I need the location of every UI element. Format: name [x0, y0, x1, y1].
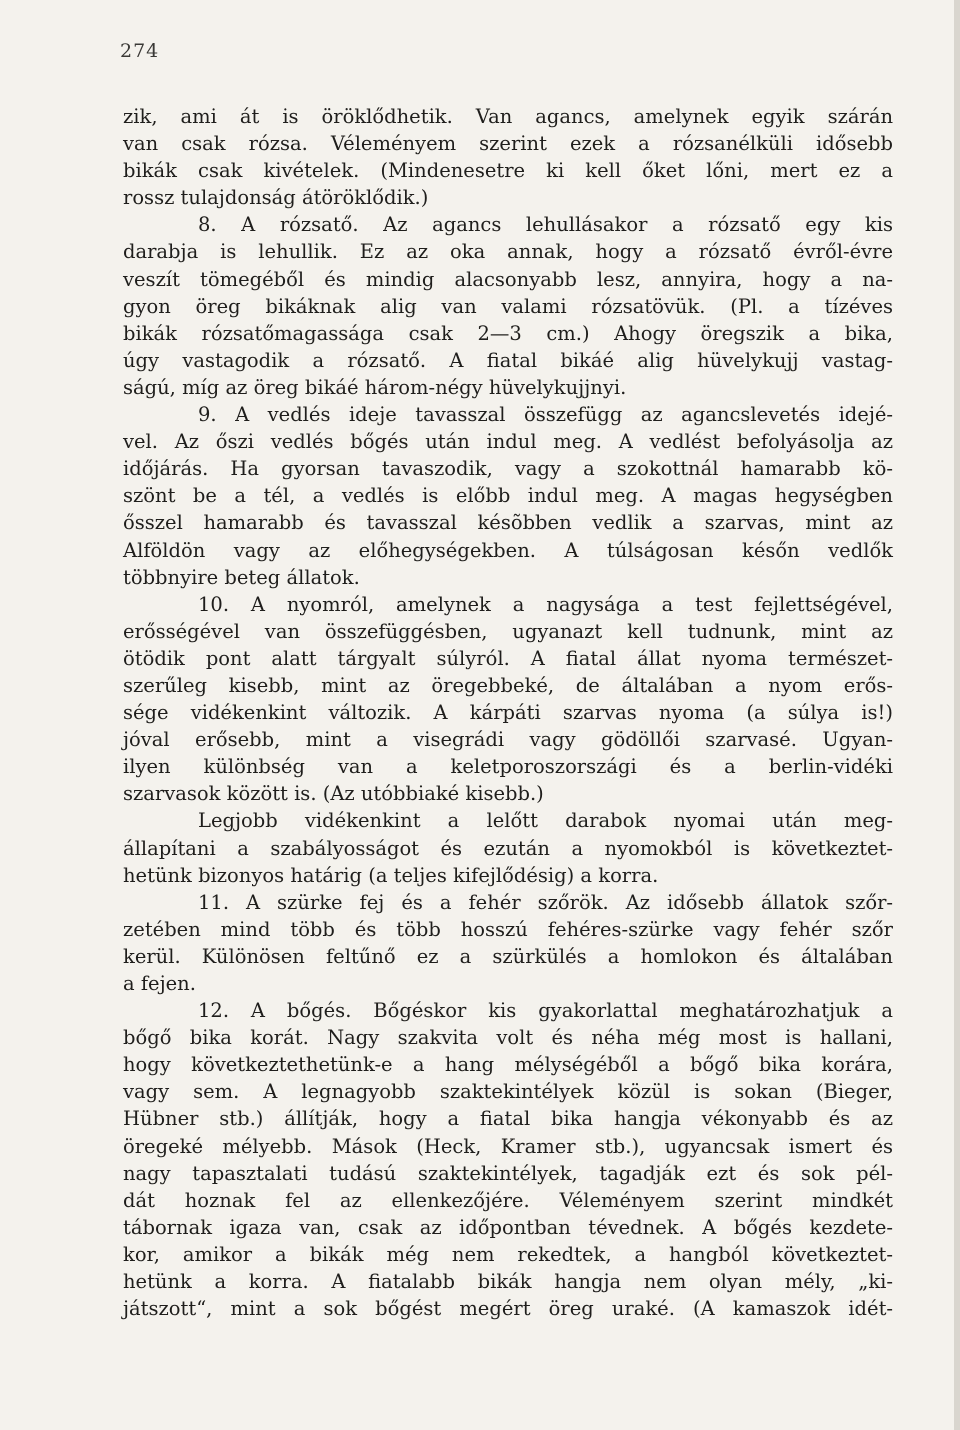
text-line: szönt be a tél, a vedlés is előbb indul meg. A magas hegységben: [123, 484, 893, 508]
text-line: ősszel hamarabb és tavasszal késõbben vedlik a szarvas, mint az: [123, 511, 893, 535]
text-line: vel. Az őszi vedlés bőgés után indul meg. A vedlést befolyásolja az: [123, 430, 893, 454]
text-line: kerül. Különösen feltűnő ez a szürkülés a homlokon és általában: [123, 944, 893, 968]
text-line: ságú, míg az öreg bikáé három-négy hüvelykujjnyi.: [123, 375, 627, 399]
page-number: 274: [120, 40, 160, 62]
text-line: hetünk bizonyos határig (a teljes kifejlődésig) a korra.: [123, 863, 659, 887]
text-line: 9. A vedlés ideje tavasszal összefügg az agancslevetés idejé-: [198, 403, 893, 427]
text-line: rossz tulajdonság átöröklődik.): [123, 186, 429, 210]
text-line: úgy vastagodik a rózsatő. A fiatal bikáé alig hüvelykujj vastag-: [123, 348, 893, 372]
text-line: van csak rózsa. Véleményem szerint ezek a rózsanélküli idősebb: [123, 132, 893, 156]
text-line: bőgő bika korát. Nagy szakvita volt és néha még most is hallani,: [123, 1026, 893, 1050]
text-line: darabja is lehullik. Ez az oka annak, hogy a rózsatő évről-évre: [123, 240, 893, 264]
text-line: Alföldön vagy az előhegységekben. A túlságosan későn vedlők: [123, 538, 893, 562]
text-line: bikák rózsatőmagassága csak 2—3 cm.) Ahogy öregszik a bika,: [123, 321, 893, 345]
text-line: erősségével van összefüggésben, ugyanazt kell tudnunk, mint az: [123, 619, 893, 643]
text-line: 12. A bőgés. Bőgéskor kis gyakorlattal meghatározhatjuk a: [198, 999, 893, 1023]
text-line: dát hoznak fel az ellenkezőjére. Véleményem szerint mindkét: [123, 1188, 893, 1212]
text-line: szerűleg kisebb, mint az öregebbeké, de általában a nyom erős-: [123, 673, 893, 697]
page-edge: [954, 0, 960, 1430]
text-line: hogy következtethetünk-e a hang mélységéből a bőgő bika korára,: [123, 1053, 893, 1077]
text-line: kor, amikor a bikák még nem rekedtek, a hangból következtet-: [123, 1242, 893, 1266]
text-line: öregeké mélyebb. Mások (Heck, Kramer stb.), ugyancsak ismert és: [123, 1134, 893, 1158]
text-line: Hübner stb.) állítják, hogy a fiatal bika hangja vékonyabb és az: [123, 1107, 893, 1131]
text-line: hetünk a korra. A fiatalabb bikák hangja nem olyan mély, „ki-: [123, 1270, 893, 1294]
text-line: gyon öreg bikáknak alig van valami rózsatövük. (Pl. a tízéves: [123, 294, 893, 318]
text-line: vagy sem. A legnagyobb szaktekintélyek közül is sokan (Bieger,: [123, 1080, 893, 1104]
text-line: zik, ami át is öröklődhetik. Van agancs, amelynek egyik szárán: [123, 105, 893, 128]
text-line: bikák csak kivételek. (Mindenesetre ki kell őket lőni, mert ez a: [123, 159, 893, 183]
text-line: időjárás. Ha gyorsan tavaszodik, vagy a szokottnál hamarabb kö-: [123, 457, 893, 481]
text-line: tábornak igaza van, csak az időpontban tévednek. A bőgés kezdete-: [123, 1215, 893, 1239]
text-line: a fejen.: [123, 972, 196, 995]
text-line: zetében mind több és több hosszú fehéres-szürke vagy fehér szőr: [123, 917, 893, 941]
text-line: 10. A nyomról, amelynek a nagysága a test fejlettségével,: [198, 592, 893, 616]
text-line: jóval erősebb, mint a visegrádi vagy gödöllői szarvasé. Ugyan-: [123, 728, 893, 752]
text-line: 8. A rózsatő. Az agancs lehullásakor a rózsatő egy kis: [198, 213, 893, 237]
text-line: Legjobb vidékenkint a lelőtt darabok nyomai után meg-: [198, 809, 893, 833]
text-line: ötödik pont alatt tárgyalt súlyról. A fiatal állat nyoma természet-: [123, 646, 893, 670]
body-text: [123, 103, 893, 1322]
text-line: 11. A szürke fej és a fehér szőrök. Az idősebb állatok szőr-: [198, 890, 893, 914]
text-line: játszott“, mint a sok bőgést megért öreg uraké. (A kamaszok idét-: [123, 1297, 893, 1321]
text-line: veszít tömegéből és mindig alacsonyabb lesz, annyira, hogy a na-: [123, 267, 893, 291]
text-line: állapítani a szabályosságot és ezután a nyomokból is következtet-: [123, 836, 893, 860]
text-line: ilyen különbség van a keletporoszországi és a berlin-vidéki: [123, 755, 893, 779]
text-line: szarvasok között is. (Az utóbbiaké kisebb.): [123, 782, 544, 806]
text-line: többnyire beteg állatok.: [123, 565, 360, 589]
text-line: nagy tapasztalati tudású szaktekintélyek, tagadják ezt és sok pél-: [123, 1161, 893, 1185]
text-line: sége vidékenkint változik. A kárpáti szarvas nyoma (a súlya is!): [123, 701, 893, 725]
